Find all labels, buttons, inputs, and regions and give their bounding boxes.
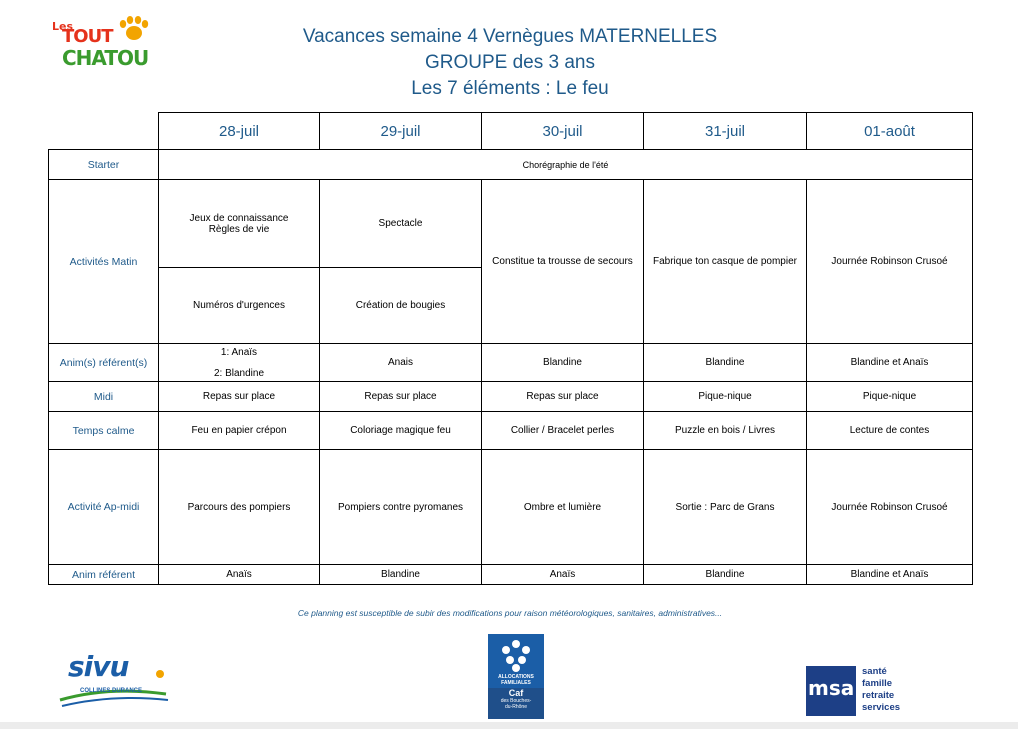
anim-d1-line2: 2: Blandine <box>213 367 265 379</box>
row-label-starter: Starter <box>49 150 159 180</box>
date-header: 01-août <box>807 113 973 150</box>
matin-cell-d3: Constitue ta trousse de secours <box>482 180 644 344</box>
caf-line2: FAMILIALES <box>501 680 531 686</box>
matin-cell-d1-bottom: Numéros d'urgences <box>159 268 320 344</box>
planning-table <box>48 112 973 585</box>
anim-apmidi-cell: Anaïs <box>159 565 320 585</box>
apmidi-cell: Ombre et lumière <box>482 450 644 565</box>
date-header: 30-juil <box>482 113 644 150</box>
midi-cell: Repas sur place <box>482 382 644 412</box>
apmidi-row <box>49 450 973 565</box>
matin-cell-d5: Journée Robinson Crusoé <box>807 180 973 344</box>
calme-cell: Lecture de contes <box>807 412 973 450</box>
apmidi-cell: Parcours des pompiers <box>159 450 320 565</box>
anim-matin-cell-d1 <box>159 344 320 382</box>
anim-matin-cell-d3: Blandine <box>482 344 644 382</box>
corner-blank <box>49 113 159 150</box>
theme-subtitle: Les 7 éléments : Le feu <box>411 78 609 99</box>
caf-family-icon <box>496 638 536 674</box>
msa-logo <box>806 664 918 718</box>
logo-les: Les <box>52 20 74 33</box>
header-titles <box>230 24 790 102</box>
matin-cell-d1-top <box>159 180 320 268</box>
caf-line1: ALLOCATIONS <box>498 674 534 680</box>
page-title: Vacances semaine 4 Vernègues MATERNELLES <box>302 26 718 47</box>
starter-cell: Chorégraphie de l'été <box>159 150 973 180</box>
anim-matin-row <box>49 344 973 382</box>
row-label-calme: Temps calme <box>49 412 159 450</box>
anim-apmidi-cell: Blandine <box>320 565 482 585</box>
calme-cell: Feu en papier crépon <box>159 412 320 450</box>
date-header: 31-juil <box>644 113 807 150</box>
midi-cell: Repas sur place <box>159 382 320 412</box>
caf-line4: des Bouches- <box>500 698 532 704</box>
row-label-anim-apmidi: Anim référent <box>49 565 159 585</box>
logo-chatou: CHATOU <box>62 46 149 70</box>
spacer <box>161 358 317 368</box>
sivu-logo <box>58 650 173 710</box>
msa-mark-text: msa <box>808 676 855 700</box>
row-label-anim-matin: Anim(s) référent(s) <box>49 344 159 382</box>
midi-cell: Repas sur place <box>320 382 482 412</box>
row-label-midi: Midi <box>49 382 159 412</box>
matin-d1-line2: Règles de vie <box>208 223 270 235</box>
midi-cell: Pique-nique <box>644 382 807 412</box>
anim-d1-line1: 1: Anaïs <box>220 346 258 358</box>
apmidi-cell: Journée Robinson Crusoé <box>807 450 973 565</box>
sivu-swoosh-icon <box>58 650 173 710</box>
msa-line1: santé <box>862 666 887 677</box>
anim-apmidi-cell: Anaïs <box>482 565 644 585</box>
matin-row-top <box>49 180 973 268</box>
matin-cell-d2-top: Spectacle <box>320 180 482 268</box>
anim-apmidi-cell: Blandine et Anaïs <box>807 565 973 585</box>
msa-line3: retraite <box>862 690 895 701</box>
logo-tout: TOUT <box>62 26 113 47</box>
caf-logo <box>488 634 544 719</box>
sivu-name: sivu <box>68 650 129 683</box>
date-header: 29-juil <box>320 113 482 150</box>
footer-note: Ce planning est susceptible de subir des modifications pour raison météorologiques, sanitaires, administratives... <box>297 608 723 618</box>
apmidi-cell: Sortie : Parc de Grans <box>644 450 807 565</box>
calme-cell: Puzzle en bois / Livres <box>644 412 807 450</box>
sivu-sub: COLLINES DURANCE <box>80 688 143 694</box>
dates-row <box>49 113 973 150</box>
anim-matin-cell-d2: Anais <box>320 344 482 382</box>
date-header: 28-juil <box>159 113 320 150</box>
msa-line2: famille <box>862 678 893 689</box>
caf-bottom <box>488 688 544 719</box>
matin-d1-line1: Jeux de connaissance <box>189 212 289 224</box>
row-label-apmidi: Activité Ap-midi <box>49 450 159 565</box>
anim-matin-cell-d5: Blandine et Anaïs <box>807 344 973 382</box>
caf-line5: du-Rhône <box>505 704 527 710</box>
matin-cell-d2-bottom: Création de bougies <box>320 268 482 344</box>
msa-text <box>862 666 900 714</box>
calme-cell: Collier / Bracelet perles <box>482 412 644 450</box>
midi-cell: Pique-nique <box>807 382 973 412</box>
msa-mark <box>806 666 856 716</box>
starter-row <box>49 150 973 180</box>
anim-apmidi-row <box>49 565 973 585</box>
page-bottom-bar <box>0 722 1018 729</box>
midi-row <box>49 382 973 412</box>
anim-matin-cell-d4: Blandine <box>644 344 807 382</box>
apmidi-cell: Pompiers contre pyromanes <box>320 450 482 565</box>
msa-line4: services <box>862 702 901 713</box>
calme-row <box>49 412 973 450</box>
caf-text <box>488 674 544 686</box>
row-label-matin: Activités Matin <box>49 180 159 344</box>
tout-chatou-logo <box>50 14 160 76</box>
calme-cell: Coloriage magique feu <box>320 412 482 450</box>
anim-apmidi-cell: Blandine <box>644 565 807 585</box>
group-subtitle: GROUPE des 3 ans <box>424 52 596 73</box>
matin-cell-d4: Fabrique ton casque de pompier <box>644 180 807 344</box>
caf-line3: Caf <box>508 688 524 698</box>
